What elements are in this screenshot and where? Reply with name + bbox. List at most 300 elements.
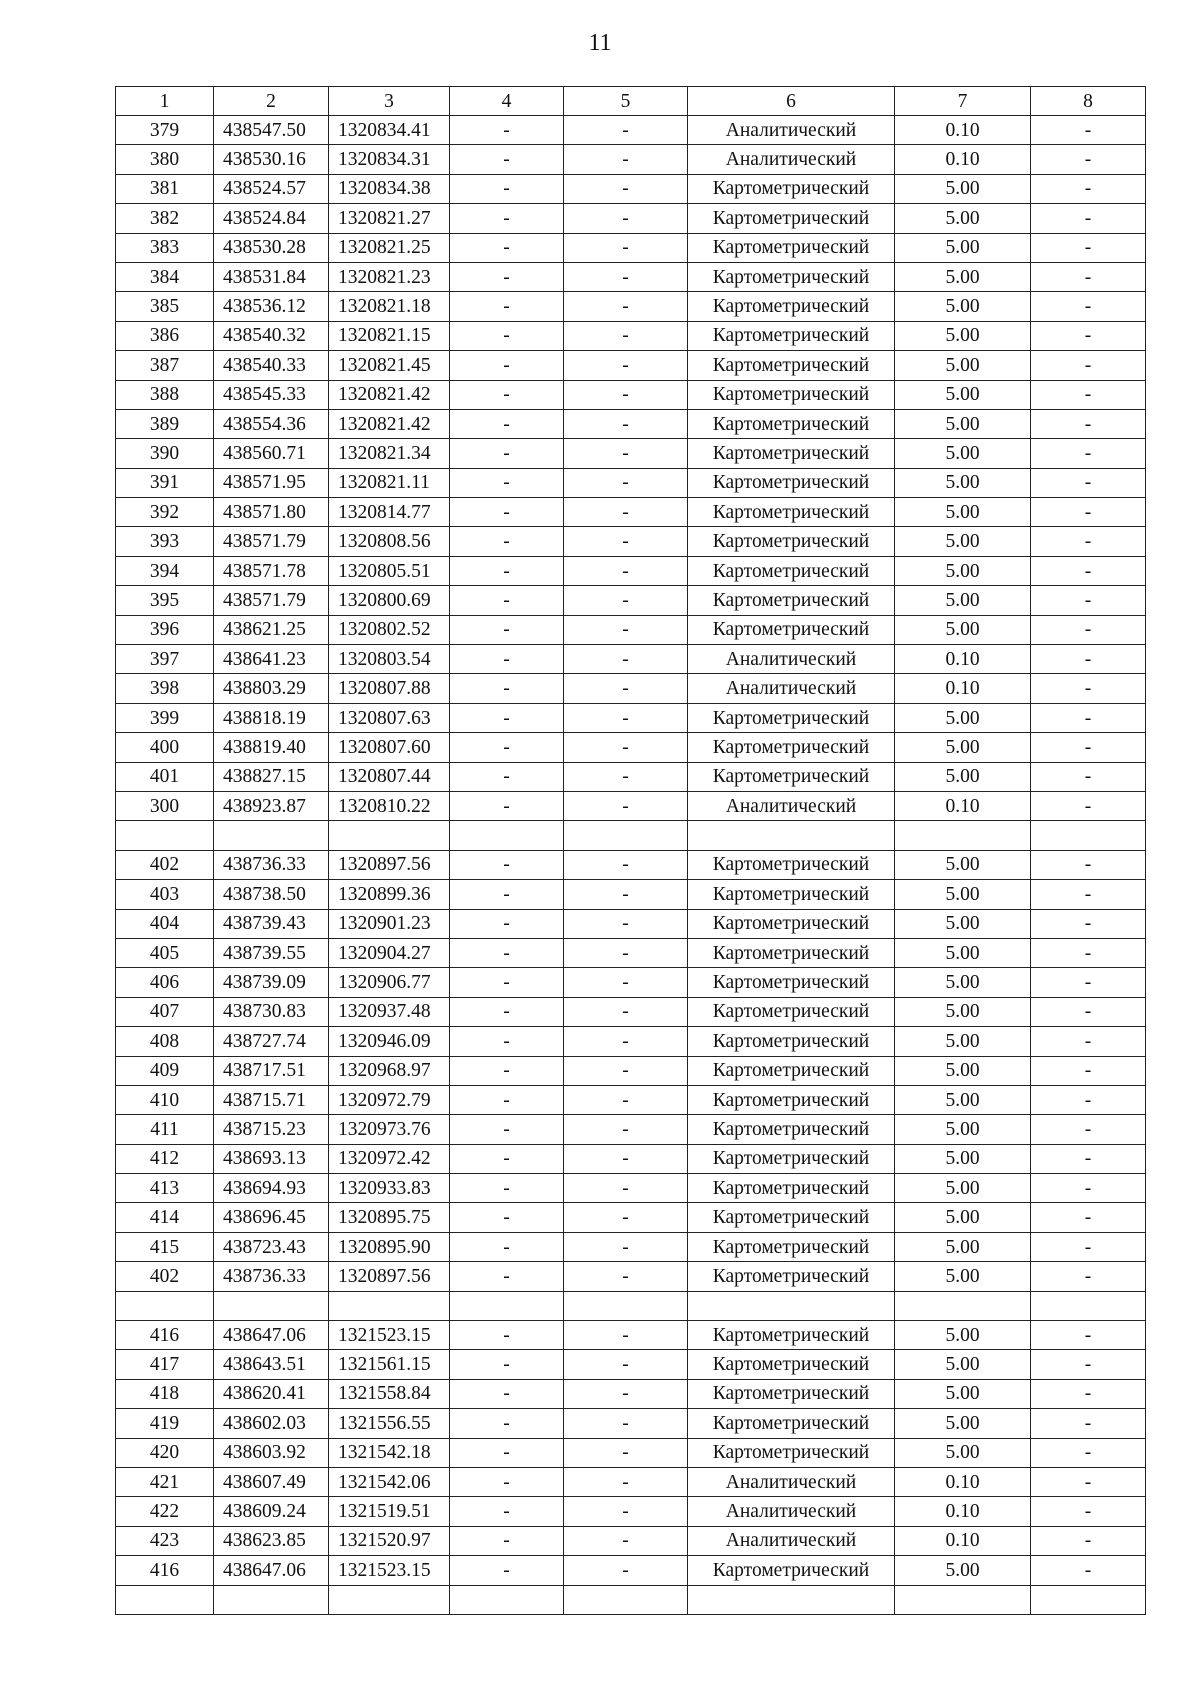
cell-col-4: - [450, 556, 564, 585]
cell-y-coordinate: 1321523.15 [329, 1321, 450, 1350]
table-row [116, 1497, 1146, 1526]
cell-col-4: - [450, 409, 564, 438]
cell-col-8: - [1031, 880, 1146, 909]
cell-method: Картометрический [688, 733, 895, 762]
cell-x-coordinate: 438536.12 [214, 292, 329, 321]
cell-point-number: 417 [116, 1350, 214, 1379]
cell-col-5: - [564, 1438, 688, 1467]
cell-x-coordinate: 438696.45 [214, 1203, 329, 1232]
cell-y-coordinate: 1321558.84 [329, 1379, 450, 1408]
cell-point-number: 407 [116, 997, 214, 1026]
cell-col-4: - [450, 1056, 564, 1085]
table-row [116, 1232, 1146, 1261]
cell-accuracy: 5.00 [895, 615, 1031, 644]
cell-point-number: 396 [116, 615, 214, 644]
cell-col-8: - [1031, 938, 1146, 967]
header-cell-1: 1 [116, 87, 214, 116]
cell-point-number: 406 [116, 968, 214, 997]
cell-y-coordinate: 1320973.76 [329, 1115, 450, 1144]
cell-y-coordinate: 1320933.83 [329, 1174, 450, 1203]
table-row [116, 880, 1146, 909]
table-row [116, 1262, 1146, 1291]
cell-y-coordinate: 1320810.22 [329, 791, 450, 820]
cell-col-8: - [1031, 292, 1146, 321]
cell-col-5: - [564, 997, 688, 1026]
cell-method: Картометрический [688, 880, 895, 909]
table-row [116, 1556, 1146, 1585]
cell-y-coordinate: 1320808.56 [329, 527, 450, 556]
cell-point-number [116, 821, 214, 850]
table-row [116, 1321, 1146, 1350]
cell-point-number: 416 [116, 1321, 214, 1350]
cell-point-number: 411 [116, 1115, 214, 1144]
cell-method: Аналитический [688, 1467, 895, 1496]
cell-x-coordinate: 438524.84 [214, 204, 329, 233]
cell-y-coordinate: 1320807.44 [329, 762, 450, 791]
cell-col-5: - [564, 1556, 688, 1585]
table-row [116, 498, 1146, 527]
cell-y-coordinate: 1320821.11 [329, 468, 450, 497]
cell-point-number: 421 [116, 1467, 214, 1496]
cell-x-coordinate: 438715.71 [214, 1085, 329, 1114]
cell-y-coordinate: 1320807.88 [329, 674, 450, 703]
cell-col-4: - [450, 1027, 564, 1056]
cell-method: Картометрический [688, 409, 895, 438]
cell-point-number: 384 [116, 262, 214, 291]
cell-x-coordinate: 438738.50 [214, 880, 329, 909]
table-body [116, 87, 1146, 1615]
cell-col-5: - [564, 1467, 688, 1496]
cell-method: Картометрический [688, 1409, 895, 1438]
cell-accuracy: 0.10 [895, 645, 1031, 674]
table-row [116, 645, 1146, 674]
cell-x-coordinate: 438727.74 [214, 1027, 329, 1056]
cell-method: Картометрический [688, 292, 895, 321]
cell-y-coordinate: 1320821.27 [329, 204, 450, 233]
cell-col-5: - [564, 762, 688, 791]
cell-col-8 [1031, 1291, 1146, 1320]
cell-col-8: - [1031, 1262, 1146, 1291]
cell-accuracy: 5.00 [895, 380, 1031, 409]
cell-col-8: - [1031, 116, 1146, 145]
cell-y-coordinate: 1320897.56 [329, 1262, 450, 1291]
cell-col-4: - [450, 586, 564, 615]
cell-col-4: - [450, 733, 564, 762]
cell-point-number: 404 [116, 909, 214, 938]
cell-x-coordinate: 438530.28 [214, 233, 329, 262]
cell-method: Картометрический [688, 968, 895, 997]
cell-point-number: 413 [116, 1174, 214, 1203]
cell-x-coordinate: 438530.16 [214, 145, 329, 174]
cell-col-5: - [564, 1232, 688, 1261]
cell-col-4: - [450, 204, 564, 233]
cell-col-5: - [564, 145, 688, 174]
cell-x-coordinate: 438545.33 [214, 380, 329, 409]
cell-y-coordinate: 1320897.56 [329, 850, 450, 879]
cell-method: Картометрический [688, 615, 895, 644]
cell-point-number: 300 [116, 791, 214, 820]
cell-col-8: - [1031, 409, 1146, 438]
cell-col-8: - [1031, 1085, 1146, 1114]
cell-col-4: - [450, 850, 564, 879]
cell-col-8 [1031, 1585, 1146, 1614]
cell-x-coordinate: 438717.51 [214, 1056, 329, 1085]
cell-x-coordinate: 438819.40 [214, 733, 329, 762]
cell-x-coordinate: 438818.19 [214, 703, 329, 732]
cell-col-5: - [564, 674, 688, 703]
cell-col-4: - [450, 674, 564, 703]
cell-col-8: - [1031, 145, 1146, 174]
cell-point-number: 397 [116, 645, 214, 674]
cell-col-4: - [450, 1497, 564, 1526]
cell-y-coordinate [329, 1585, 450, 1614]
cell-method: Картометрический [688, 204, 895, 233]
cell-x-coordinate: 438739.55 [214, 938, 329, 967]
cell-y-coordinate: 1321523.15 [329, 1556, 450, 1585]
cell-method: Аналитический [688, 116, 895, 145]
cell-col-5: - [564, 1379, 688, 1408]
cell-col-8: - [1031, 1232, 1146, 1261]
cell-accuracy: 5.00 [895, 909, 1031, 938]
cell-y-coordinate [329, 821, 450, 850]
cell-col-5: - [564, 204, 688, 233]
cell-point-number: 405 [116, 938, 214, 967]
cell-point-number: 402 [116, 1262, 214, 1291]
cell-col-8: - [1031, 468, 1146, 497]
cell-col-5: - [564, 850, 688, 879]
cell-x-coordinate: 438693.13 [214, 1144, 329, 1173]
cell-y-coordinate: 1320807.63 [329, 703, 450, 732]
cell-col-8: - [1031, 850, 1146, 879]
cell-col-4: - [450, 968, 564, 997]
cell-x-coordinate: 438739.43 [214, 909, 329, 938]
table-row [116, 968, 1146, 997]
cell-point-number: 380 [116, 145, 214, 174]
cell-col-5: - [564, 615, 688, 644]
cell-x-coordinate: 438560.71 [214, 439, 329, 468]
cell-accuracy: 5.00 [895, 174, 1031, 203]
cell-point-number: 418 [116, 1379, 214, 1408]
cell-x-coordinate: 438739.09 [214, 968, 329, 997]
cell-accuracy: 5.00 [895, 1556, 1031, 1585]
cell-col-8: - [1031, 645, 1146, 674]
cell-y-coordinate: 1320834.41 [329, 116, 450, 145]
cell-method: Картометрический [688, 1556, 895, 1585]
header-cell-2: 2 [214, 87, 329, 116]
cell-col-8 [1031, 821, 1146, 850]
cell-y-coordinate: 1320821.34 [329, 439, 450, 468]
cell-col-4 [450, 1585, 564, 1614]
cell-col-8: - [1031, 321, 1146, 350]
table-row [116, 1115, 1146, 1144]
table-row [116, 1350, 1146, 1379]
cell-col-4: - [450, 1350, 564, 1379]
cell-col-4: - [450, 1556, 564, 1585]
cell-y-coordinate: 1320906.77 [329, 968, 450, 997]
cell-y-coordinate: 1321542.06 [329, 1467, 450, 1496]
cell-method: Картометрический [688, 997, 895, 1026]
cell-point-number: 395 [116, 586, 214, 615]
cell-col-4: - [450, 174, 564, 203]
cell-method: Картометрический [688, 1085, 895, 1114]
cell-col-5: - [564, 1409, 688, 1438]
cell-point-number: 390 [116, 439, 214, 468]
cell-col-5 [564, 821, 688, 850]
cell-col-5: - [564, 909, 688, 938]
cell-col-5: - [564, 116, 688, 145]
cell-method: Картометрический [688, 174, 895, 203]
cell-method: Картометрический [688, 1262, 895, 1291]
cell-col-4 [450, 1291, 564, 1320]
cell-col-4: - [450, 351, 564, 380]
cell-col-8: - [1031, 1467, 1146, 1496]
cell-x-coordinate: 438694.93 [214, 1174, 329, 1203]
table-row [116, 262, 1146, 291]
cell-point-number: 388 [116, 380, 214, 409]
cell-x-coordinate: 438827.15 [214, 762, 329, 791]
cell-accuracy: 5.00 [895, 1321, 1031, 1350]
cell-method: Картометрический [688, 1056, 895, 1085]
cell-y-coordinate: 1320834.38 [329, 174, 450, 203]
table-row [116, 1056, 1146, 1085]
table-row [116, 586, 1146, 615]
cell-accuracy: 0.10 [895, 674, 1031, 703]
cell-col-4: - [450, 703, 564, 732]
cell-col-5: - [564, 233, 688, 262]
cell-point-number: 381 [116, 174, 214, 203]
cell-point-number: 423 [116, 1526, 214, 1555]
cell-method: Аналитический [688, 674, 895, 703]
cell-col-4: - [450, 1174, 564, 1203]
header-cell-3: 3 [329, 87, 450, 116]
cell-accuracy: 5.00 [895, 850, 1031, 879]
cell-y-coordinate: 1320821.23 [329, 262, 450, 291]
cell-accuracy: 5.00 [895, 204, 1031, 233]
cell-point-number: 389 [116, 409, 214, 438]
cell-point-number: 386 [116, 321, 214, 350]
cell-point-number: 394 [116, 556, 214, 585]
cell-col-4: - [450, 116, 564, 145]
cell-x-coordinate: 438524.57 [214, 174, 329, 203]
cell-method: Картометрический [688, 850, 895, 879]
cell-col-5: - [564, 409, 688, 438]
table-row [116, 527, 1146, 556]
cell-method: Картометрический [688, 527, 895, 556]
cell-col-5: - [564, 174, 688, 203]
cell-method [688, 1585, 895, 1614]
cell-point-number: 403 [116, 880, 214, 909]
cell-col-5: - [564, 1056, 688, 1085]
table-row [116, 791, 1146, 820]
cell-method: Картометрический [688, 351, 895, 380]
cell-col-4: - [450, 791, 564, 820]
table-row [116, 351, 1146, 380]
cell-point-number: 422 [116, 1497, 214, 1526]
cell-x-coordinate: 438554.36 [214, 409, 329, 438]
cell-col-8: - [1031, 733, 1146, 762]
cell-col-8: - [1031, 233, 1146, 262]
table-row [116, 997, 1146, 1026]
cell-col-4: - [450, 1379, 564, 1408]
cell-x-coordinate: 438540.33 [214, 351, 329, 380]
cell-method: Аналитический [688, 1497, 895, 1526]
cell-y-coordinate [329, 1291, 450, 1320]
cell-method: Картометрический [688, 1379, 895, 1408]
cell-col-8: - [1031, 1027, 1146, 1056]
cell-point-number: 408 [116, 1027, 214, 1056]
cell-col-5: - [564, 1144, 688, 1173]
table-row [116, 204, 1146, 233]
cell-y-coordinate: 1320901.23 [329, 909, 450, 938]
cell-method: Картометрический [688, 703, 895, 732]
cell-y-coordinate: 1320834.31 [329, 145, 450, 174]
cell-method [688, 821, 895, 850]
cell-accuracy [895, 1291, 1031, 1320]
page-number: 11 [588, 30, 612, 56]
cell-method: Картометрический [688, 909, 895, 938]
cell-y-coordinate: 1320821.15 [329, 321, 450, 350]
cell-accuracy: 5.00 [895, 1027, 1031, 1056]
cell-col-8: - [1031, 909, 1146, 938]
cell-col-4: - [450, 380, 564, 409]
table-row [116, 703, 1146, 732]
cell-point-number: 393 [116, 527, 214, 556]
cell-accuracy: 5.00 [895, 938, 1031, 967]
cell-point-number [116, 1585, 214, 1614]
cell-col-8: - [1031, 968, 1146, 997]
cell-accuracy: 0.10 [895, 145, 1031, 174]
cell-y-coordinate: 1320904.27 [329, 938, 450, 967]
coordinates-table [115, 86, 1146, 1615]
cell-x-coordinate: 438641.23 [214, 645, 329, 674]
cell-y-coordinate: 1320895.90 [329, 1232, 450, 1261]
cell-col-5: - [564, 1262, 688, 1291]
cell-col-8: - [1031, 1144, 1146, 1173]
cell-col-8: - [1031, 1526, 1146, 1555]
cell-col-8: - [1031, 1115, 1146, 1144]
cell-col-5: - [564, 791, 688, 820]
table-row [116, 409, 1146, 438]
cell-col-8: - [1031, 674, 1146, 703]
header-cell-7: 7 [895, 87, 1031, 116]
cell-col-8: - [1031, 262, 1146, 291]
cell-x-coordinate: 438571.79 [214, 586, 329, 615]
cell-y-coordinate: 1320800.69 [329, 586, 450, 615]
cell-accuracy: 5.00 [895, 733, 1031, 762]
cell-method: Картометрический [688, 439, 895, 468]
cell-accuracy [895, 821, 1031, 850]
cell-col-4: - [450, 1144, 564, 1173]
cell-col-5: - [564, 380, 688, 409]
cell-point-number: 419 [116, 1409, 214, 1438]
cell-point-number [116, 1291, 214, 1320]
cell-method: Картометрический [688, 1174, 895, 1203]
table-row [116, 1174, 1146, 1203]
cell-x-coordinate [214, 1291, 329, 1320]
cell-x-coordinate: 438715.23 [214, 1115, 329, 1144]
table-row [116, 615, 1146, 644]
cell-point-number: 379 [116, 116, 214, 145]
cell-y-coordinate: 1320972.79 [329, 1085, 450, 1114]
cell-col-5: - [564, 1497, 688, 1526]
cell-y-coordinate: 1320946.09 [329, 1027, 450, 1056]
cell-accuracy: 5.00 [895, 556, 1031, 585]
cell-accuracy: 5.00 [895, 1203, 1031, 1232]
cell-col-4: - [450, 645, 564, 674]
cell-method: Картометрический [688, 762, 895, 791]
cell-accuracy: 5.00 [895, 1438, 1031, 1467]
cell-point-number: 420 [116, 1438, 214, 1467]
table-row [116, 850, 1146, 879]
cell-method: Картометрический [688, 586, 895, 615]
cell-point-number: 387 [116, 351, 214, 380]
cell-y-coordinate: 1320821.18 [329, 292, 450, 321]
table-header-row [116, 87, 1146, 116]
cell-method: Картометрический [688, 1438, 895, 1467]
cell-method: Картометрический [688, 468, 895, 497]
cell-col-8: - [1031, 703, 1146, 732]
cell-col-5: - [564, 1321, 688, 1350]
cell-col-4: - [450, 1409, 564, 1438]
table-row [116, 292, 1146, 321]
cell-col-4: - [450, 880, 564, 909]
cell-col-8: - [1031, 380, 1146, 409]
cell-col-8: - [1031, 1379, 1146, 1408]
cell-method: Картометрический [688, 233, 895, 262]
cell-col-5: - [564, 439, 688, 468]
cell-col-5: - [564, 1085, 688, 1114]
cell-col-8: - [1031, 351, 1146, 380]
cell-y-coordinate: 1320803.54 [329, 645, 450, 674]
cell-col-4: - [450, 468, 564, 497]
cell-accuracy: 5.00 [895, 1232, 1031, 1261]
cell-col-4: - [450, 615, 564, 644]
cell-x-coordinate: 438730.83 [214, 997, 329, 1026]
table-row [116, 733, 1146, 762]
cell-col-8: - [1031, 997, 1146, 1026]
cell-col-8: - [1031, 1556, 1146, 1585]
cell-col-4: - [450, 439, 564, 468]
cell-col-4: - [450, 1438, 564, 1467]
cell-method: Аналитический [688, 145, 895, 174]
table-row [116, 909, 1146, 938]
cell-col-4: - [450, 1085, 564, 1114]
cell-accuracy: 5.00 [895, 409, 1031, 438]
cell-y-coordinate: 1320821.42 [329, 409, 450, 438]
cell-accuracy: 0.10 [895, 1467, 1031, 1496]
cell-col-8: - [1031, 1174, 1146, 1203]
cell-col-5: - [564, 262, 688, 291]
cell-method: Картометрический [688, 498, 895, 527]
cell-method: Картометрический [688, 380, 895, 409]
cell-col-4: - [450, 292, 564, 321]
cell-x-coordinate: 438623.85 [214, 1526, 329, 1555]
cell-method: Картометрический [688, 321, 895, 350]
cell-y-coordinate: 1320821.42 [329, 380, 450, 409]
cell-accuracy: 5.00 [895, 1262, 1031, 1291]
cell-x-coordinate: 438803.29 [214, 674, 329, 703]
cell-x-coordinate: 438923.87 [214, 791, 329, 820]
cell-col-5 [564, 1585, 688, 1614]
cell-method: Картометрический [688, 938, 895, 967]
cell-col-5: - [564, 556, 688, 585]
cell-method: Аналитический [688, 645, 895, 674]
cell-x-coordinate: 438547.50 [214, 116, 329, 145]
cell-method: Картометрический [688, 1203, 895, 1232]
cell-method: Картометрический [688, 1144, 895, 1173]
table-row [116, 1144, 1146, 1173]
cell-col-4: - [450, 1203, 564, 1232]
